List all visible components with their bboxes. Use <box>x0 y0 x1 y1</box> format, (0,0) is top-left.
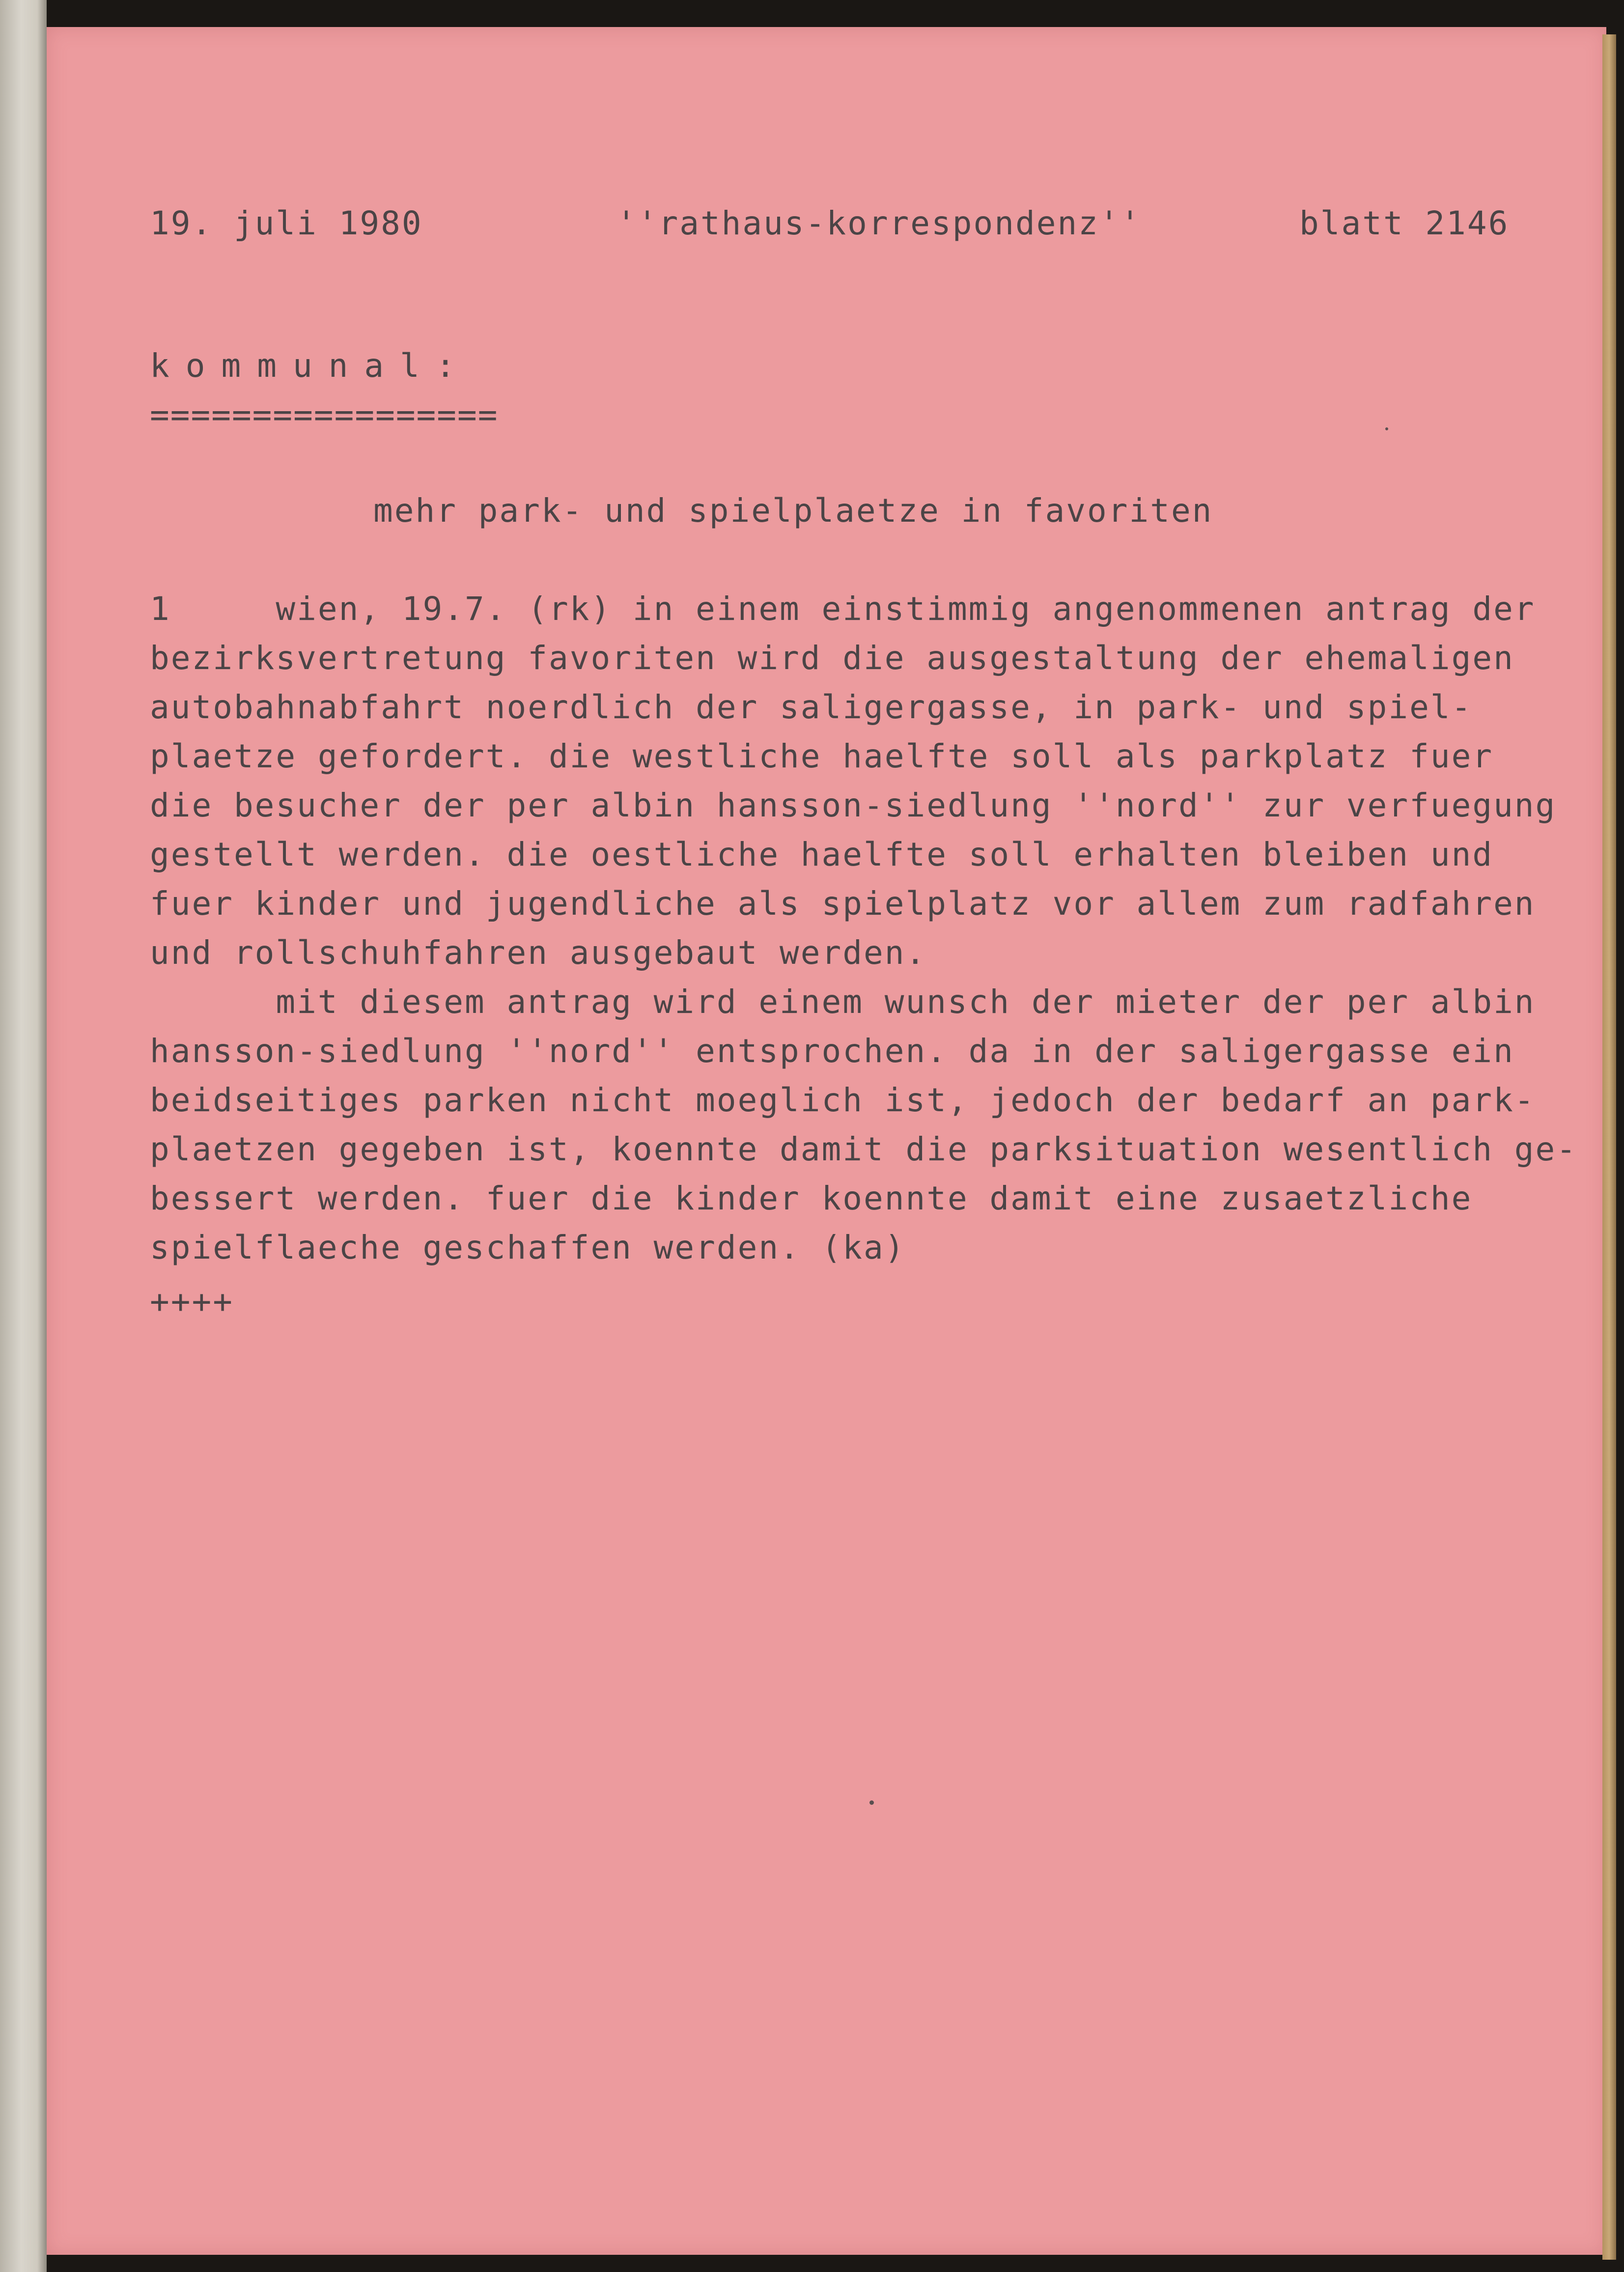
article-body <box>150 585 1577 1272</box>
body-line: autobahnabfahrt noerdlich der saligergasse, in park- und spiel- <box>150 688 1473 726</box>
body-line: hansson-siedlung ''nord'' entsprochen. da in der saligergasse ein <box>150 1032 1514 1070</box>
binding-edge <box>0 0 47 2272</box>
header-date: 19. juli 1980 <box>150 204 423 242</box>
header-publication: ''rathaus-korrespondenz'' <box>616 204 1142 242</box>
paper-speck <box>869 1800 874 1805</box>
body-line: und rollschuhfahren ausgebaut werden. <box>150 934 927 972</box>
body-line: gestellt werden. die oestliche haelfte soll erhalten bleiben und <box>150 836 1494 873</box>
paper-speck <box>1385 427 1388 430</box>
section-underline: ================= <box>150 396 499 434</box>
body-line: spielflaeche geschaffen werden. (ka) <box>150 1229 906 1266</box>
body-line: plaetze gefordert. die westliche haelfte soll als parkplatz fuer <box>150 737 1494 775</box>
body-line: beidseitiges parken nicht moeglich ist, jedoch der bedarf an park- <box>150 1081 1536 1119</box>
page-stack-edge <box>1602 34 1616 2260</box>
body-line: bezirksvertretung favoriten wird die ausgestaltung der ehemaligen <box>150 639 1514 677</box>
body-line: fuer kinder und jugendliche als spielplatz vor allem zum radfahren <box>150 885 1536 923</box>
body-line: die besucher der per albin hansson-siedlung ''nord'' zur verfuegung <box>150 786 1557 824</box>
body-line: plaetzen gegeben ist, koennte damit die parksituation wesentlich ge- <box>150 1130 1578 1168</box>
body-line: 1 wien, 19.7. (rk) in einem einstimmig angenommenen antrag der <box>150 590 1536 628</box>
header-page-number: blatt 2146 <box>1299 204 1510 242</box>
body-line: mit diesem antrag wird einem wunsch der mieter der per albin <box>150 983 1536 1021</box>
body-line: bessert werden. fuer die kinder koennte damit eine zusaetzliche <box>150 1179 1473 1217</box>
section-label: kommunal: <box>150 347 472 385</box>
end-mark: ++++ <box>150 1283 234 1320</box>
article-headline: mehr park- und spielplaetze in favoriten <box>373 492 1213 530</box>
